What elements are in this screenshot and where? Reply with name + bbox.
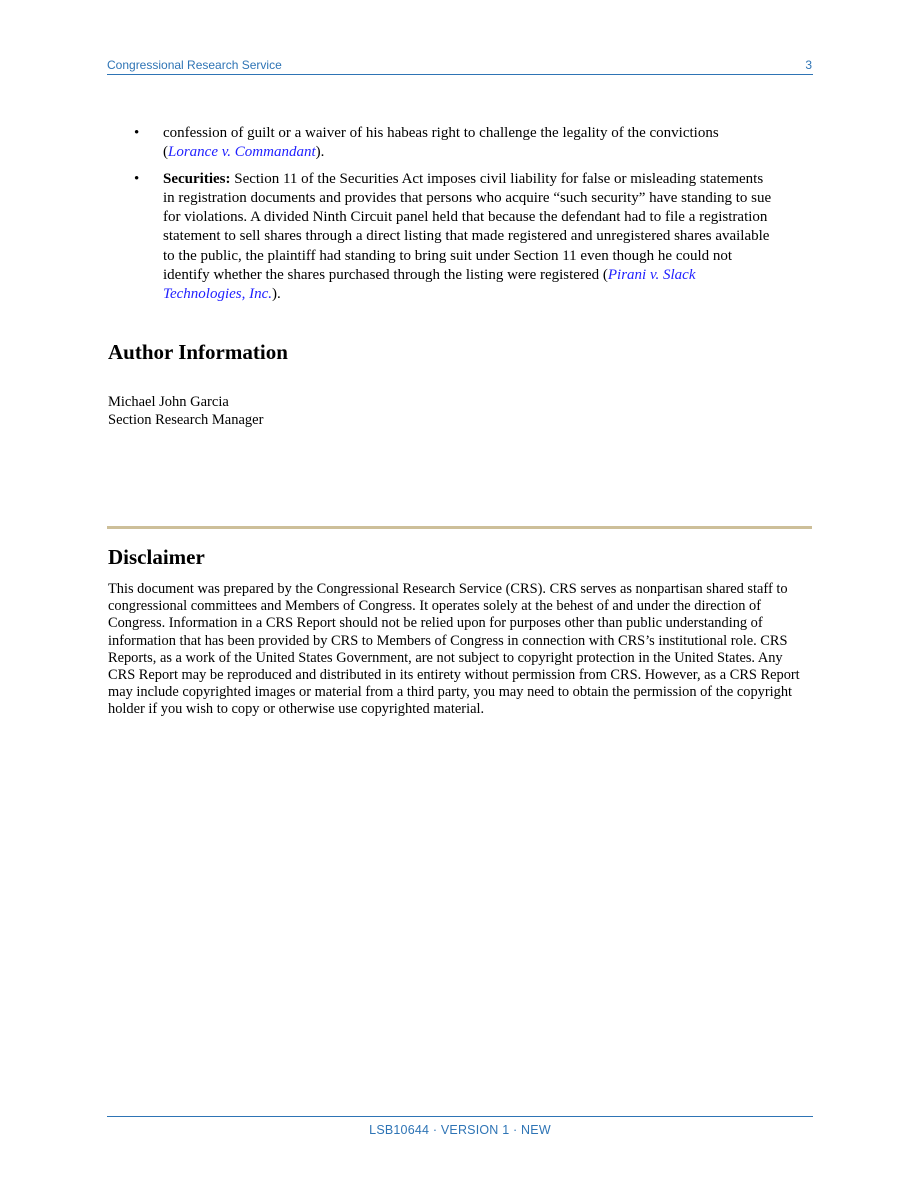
bullet-item-habeas (107, 124, 777, 163)
page-footer: LSB10644 · VERSION 1 · NEW (107, 1116, 813, 1137)
bullet-lead-label: Securities: (163, 170, 231, 187)
header-page-number: 3 (805, 58, 812, 72)
bullet-text-before: confession of guilt or a waiver of his habeas right to challenge the legality of the convictions ( (163, 125, 719, 161)
case-link-lorance[interactable]: Lorance v. Commandant (168, 144, 316, 161)
author-block (108, 393, 263, 429)
header-title: Congressional Research Service (107, 58, 282, 72)
bullet-list (107, 124, 777, 312)
bullet-text-before: Section 11 of the Securities Act imposes civil liability for false or misleading statements in registration documents and provides that persons who acquire “such security” have standing to sue for violations. A divided Ninth Circuit panel held that because the defendant had to file a registration statement to sell shares through a direct listing that made registered and unregistered shares available to the public, the plaintiff had standing to bring suit under Section 11 even though he could not identify whether the shares purchased through the listing were registered ( (163, 170, 772, 284)
author-role: Section Research Manager (108, 412, 264, 428)
case-link-pirani[interactable]: Pirani v. Slack Technologies, Inc. (163, 267, 696, 303)
author-heading: Author Information (108, 340, 288, 364)
bullet-text-after: ). (272, 286, 281, 303)
bullet-marker: • (134, 125, 140, 141)
disclaimer-heading: Disclaimer (108, 545, 205, 569)
section-divider (107, 526, 812, 529)
bullet-item-securities (107, 170, 777, 305)
page-header (107, 56, 813, 75)
bullet-marker: • (134, 170, 140, 187)
bullet-text-after: ). (315, 144, 325, 161)
author-name: Michael John Garcia (108, 394, 229, 410)
disclaimer-text: This document was prepared by the Congressional Research Service (CRS). CRS serves as nonpartisan shared staff to congressional committees and Members of Congress. It operates solely at the behest of and under the direction of Congress. Information in a CRS Report should not be relied upon for purposes other than public understanding of information that has been provided by CRS to Members of Congress in connection with CRS’s institutional role. CRS Reports, as a work of the United States Government, are not subject to copyright protection in the United States. Any CRS Report may be reproduced and distributed in its entirety without permission from CRS. However, as a CRS Report may include copyrighted images or material from a third party, you may need to obtain the permission of the copyright holder if you wish to copy or otherwise use copyrighted material. (108, 581, 800, 718)
